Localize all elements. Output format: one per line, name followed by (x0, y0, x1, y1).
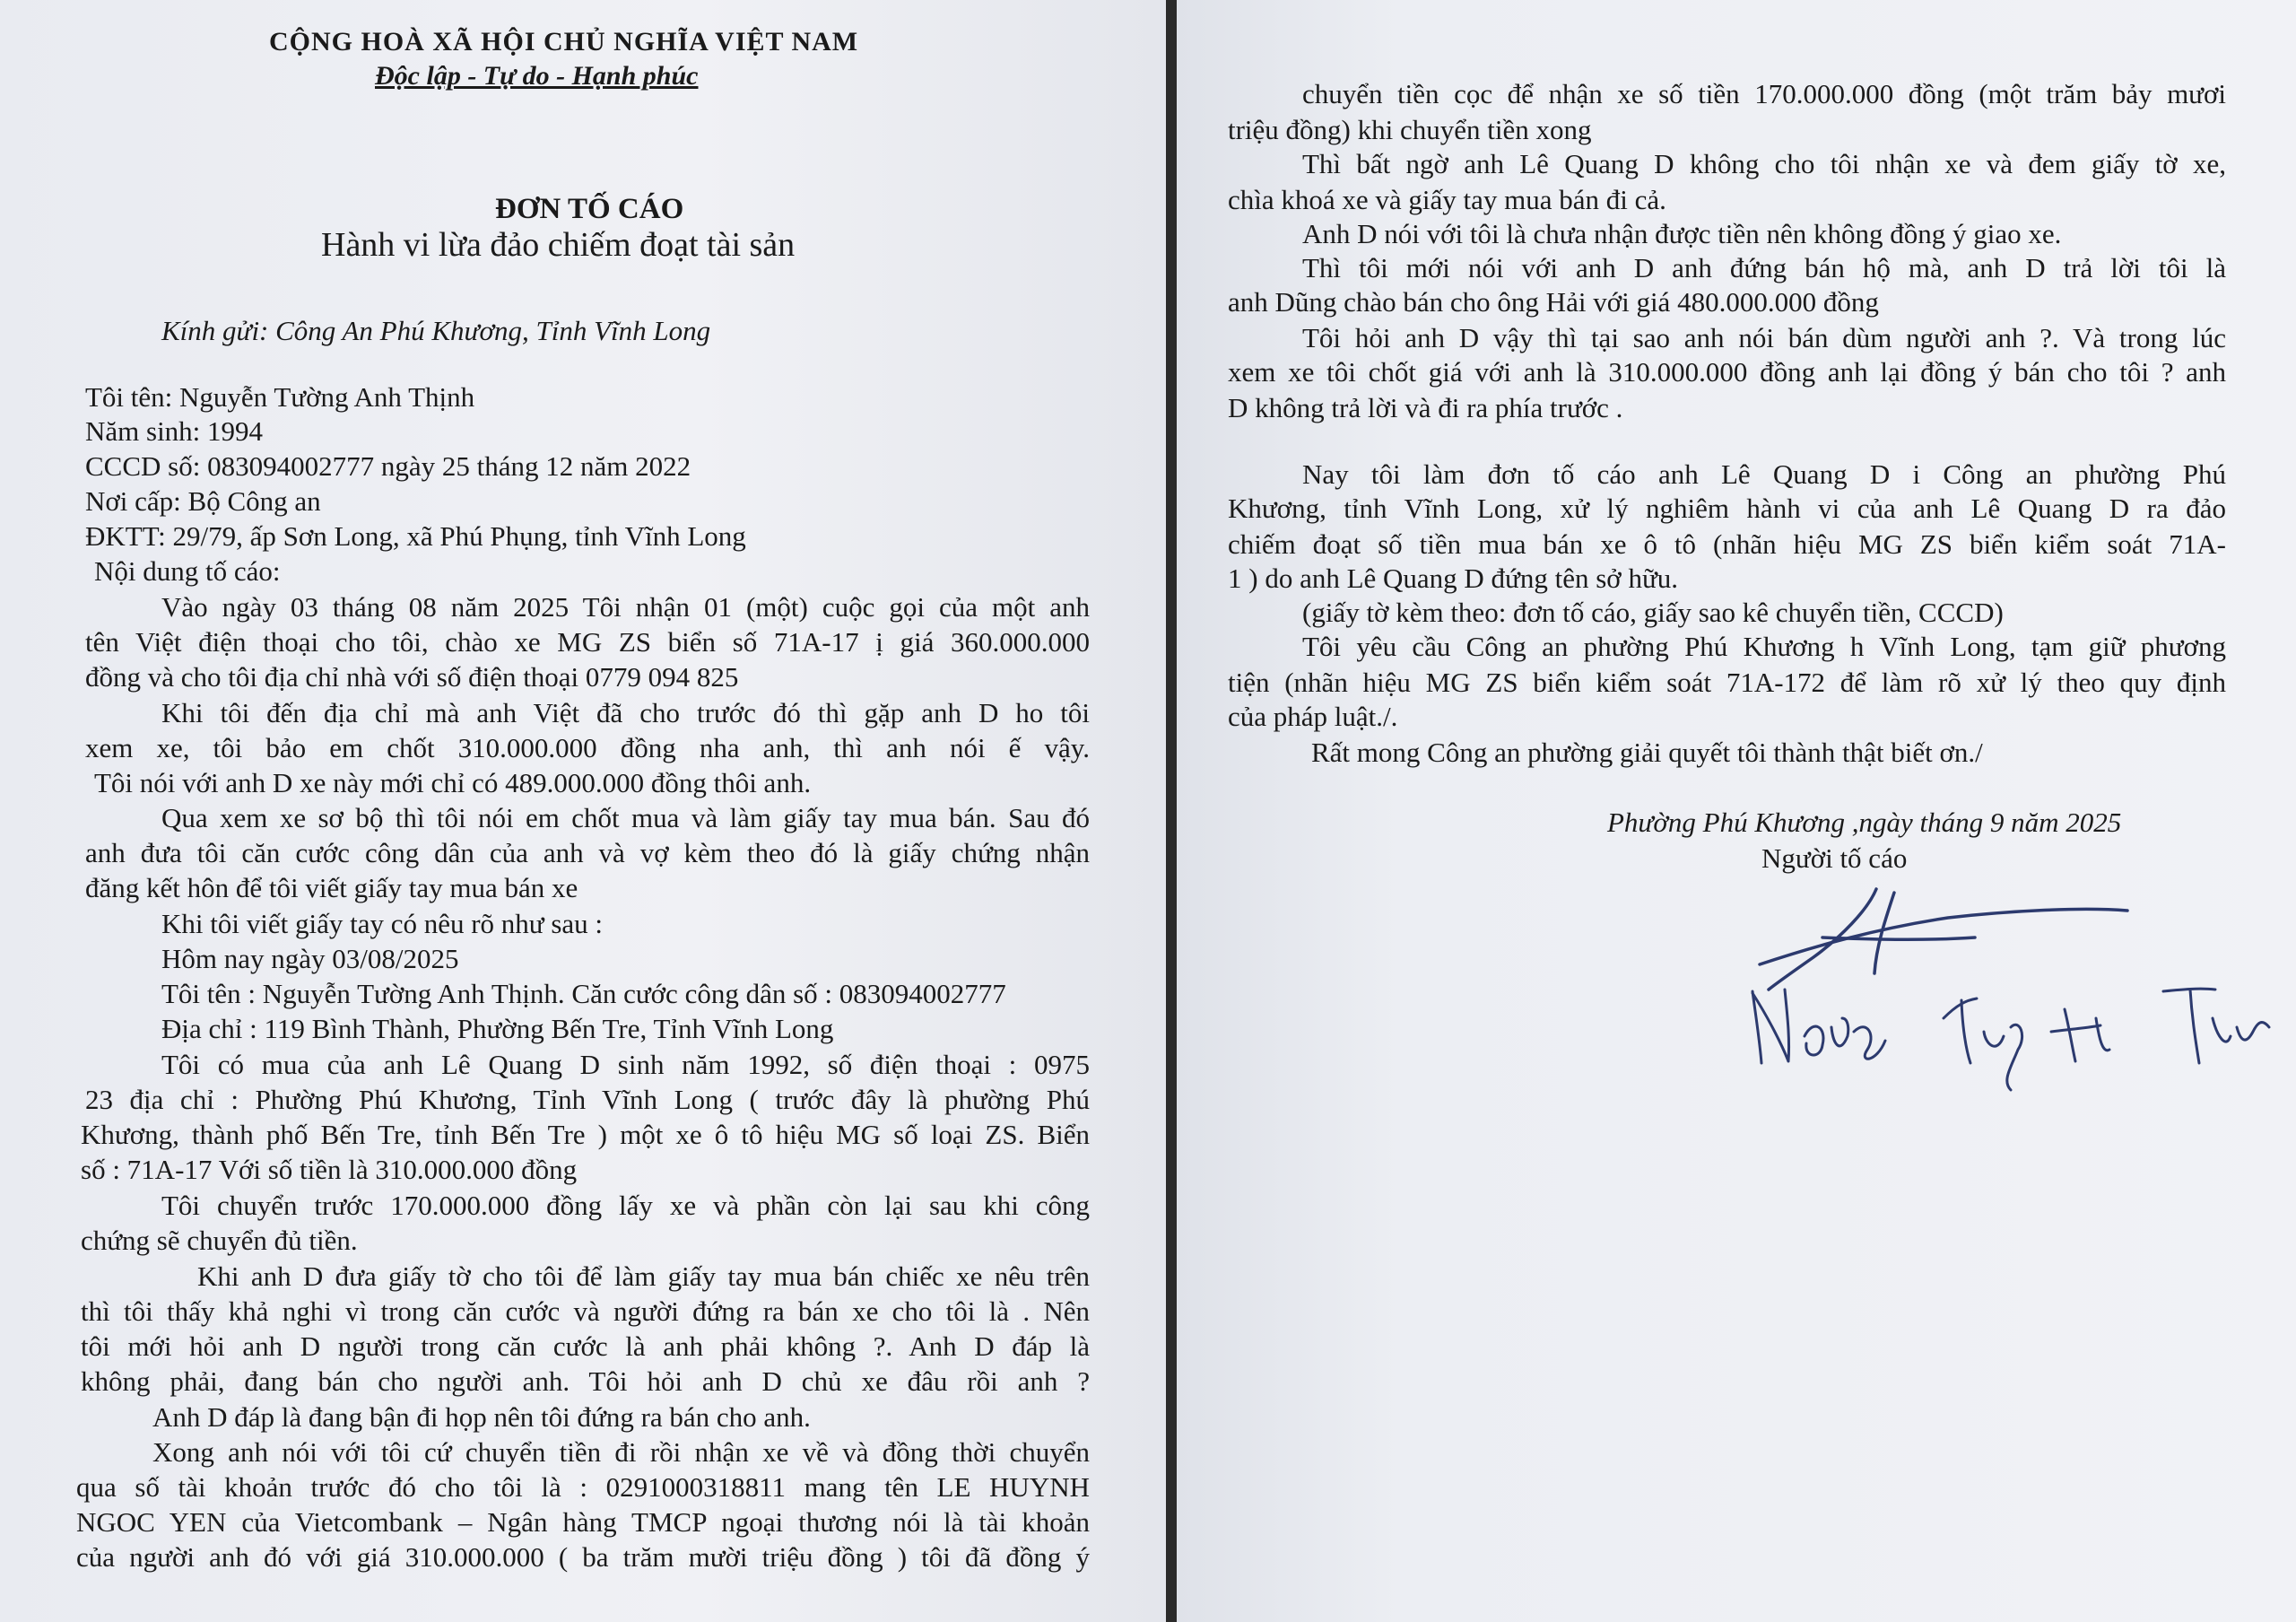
text-line: Nơi cấp: Bộ Công an (85, 485, 321, 517)
text-line: thì tôi thấy khả nghi vì trong căn cước và người đứng ra bán xe cho tôi là . Nên (81, 1295, 1090, 1327)
text-line: Tôi tên: Nguyễn Tường Anh Thịnh (85, 381, 475, 413)
text-line: NGOC YEN của Vietcombank – Ngân hàng TMCP ngoại thương nói là tài khoản (76, 1506, 1090, 1538)
text-line: tên Việt điện thoại cho tôi, chào xe MG ZS biển số 71A-17 ị giá 360.000.000 (85, 626, 1090, 658)
text-line: Tôi hỏi anh D vậy thì tại sao anh nói bán dùm người anh ?. Và trong lúc (1302, 322, 2226, 353)
document-title: ĐƠN TỐ CÁO (495, 193, 684, 225)
text-line: CCCD số: 083094002777 ngày 25 tháng 12 năm 2022 (85, 450, 691, 482)
text-line: ĐKTT: 29/79, ấp Sơn Long, xã Phú Phụng, tỉnh Vĩnh Long (85, 520, 746, 552)
text-line: đăng kết hôn để tôi viết giấy tay mua bán xe (85, 872, 578, 903)
text-line: qua số tài khoản trước đó cho tôi là : 0291000318811 mang tên LE HUYNH (76, 1471, 1090, 1503)
text-line: Thì tôi mới nói với anh D anh đứng bán hộ mà, anh D trả lời tôi là (1302, 252, 2226, 283)
text-line: anh Dũng chào bán cho ông Hải với giá 480.000.000 đồng (1228, 286, 1879, 318)
text-line: chuyển tiền cọc để nhận xe số tiền 170.000.000 đồng (một trăm bảy mươi (1302, 78, 2226, 109)
place-date: Phường Phú Khương ,ngày tháng 9 năm 2025 (1607, 807, 2122, 838)
text-line: không phải, đang bán cho người anh. Tôi hỏi anh D chủ xe đâu rồi anh ? (81, 1365, 1090, 1397)
text-line: Rất mong Công an phường giải quyết tôi thành thật biết ơn./ (1311, 737, 1983, 768)
text-line: Tôi chuyển trước 170.000.000 đồng lấy xe và phần còn lại sau khi công (161, 1190, 1090, 1221)
text-line: chứng sẽ chuyển đủ tiền. (81, 1225, 358, 1256)
text-line: Khương, tỉnh Vĩnh Long, xử lý nghiêm hành vi của anh Lê Quang D ra đảo (1228, 493, 2226, 524)
text-line: chìa khoá xe và giấy tay mua bán đi cả. (1228, 184, 1666, 215)
text-line: Khi tôi đến địa chỉ mà anh Việt đã cho trước đó thì gặp anh D ho tôi (161, 697, 1090, 728)
text-line: đồng và cho tôi địa chỉ nhà với số điện thoại 0779 094 825 (85, 661, 739, 693)
handwritten-signature (1742, 884, 2296, 1099)
text-line: xem xe, tôi bảo em chốt 310.000.000 đồng nha anh, thì anh nói ế vậy. (85, 732, 1090, 763)
text-line: số : 71A-17 Với số tiền là 310.000.000 đồng (81, 1154, 578, 1185)
text-line: Nay tôi làm đơn tố cáo anh Lê Quang D i Công an phường Phú (1302, 458, 2226, 490)
text-line: Tôi yêu cầu Công an phường Phú Khương h Vĩnh Long, tạm giữ phương (1302, 631, 2226, 662)
text-line: của người anh đó với giá 310.000.000 ( ba trăm mười triệu đồng ) tôi đã đồng ý (76, 1541, 1090, 1573)
text-line: Hôm nay ngày 03/08/2025 (161, 943, 459, 974)
document-subtitle: Hành vi lừa đảo chiếm đoạt tài sản (321, 226, 796, 264)
text-line: Thì bất ngờ anh Lê Quang D không cho tôi nhận xe và đem giấy tờ xe, (1302, 148, 2226, 179)
text-line: chiếm đoạt số tiền mua bán xe ô tô (nhãn hiệu MG ZS biển kiểm soát 71A- (1228, 528, 2226, 560)
text-line: Qua xem xe sơ bộ thì tôi nói em chốt mua và làm giấy tay mua bán. Sau đó (161, 802, 1090, 833)
text-line: Xong anh nói với tôi cứ chuyển tiền đi rồi nhận xe về và đồng thời chuyển (152, 1436, 1090, 1468)
motto-header: Độc lập - Tự do - Hạnh phúc (375, 61, 699, 91)
text-line: Địa chỉ : 119 Bình Thành, Phường Bến Tre, Tỉnh Vĩnh Long (161, 1013, 834, 1044)
text-line: D không trả lời và đi ra phía trước . (1228, 392, 1623, 423)
text-line: (giấy tờ kèm theo: đơn tố cáo, giấy sao kê chuyển tiền, CCCD) (1302, 597, 2004, 628)
text-line: tiện (nhãn hiệu MG ZS biển kiểm soát 71A-172 để làm rõ xử lý theo quy định (1228, 667, 2226, 698)
text-line: Khi tôi viết giấy tay có nêu rõ như sau : (161, 908, 604, 939)
text-line: triệu đồng) khi chuyển tiền xong (1228, 114, 1592, 145)
right-page (1177, 0, 2296, 1622)
text-line: anh đưa tôi căn cước công dân của anh và vợ kèm theo đó là giấy chứng nhận (85, 837, 1090, 868)
text-line: Nội dung tố cáo: (94, 555, 281, 587)
text-line: của pháp luật./. (1228, 701, 1398, 732)
text-line: Anh D nói với tôi là chưa nhận được tiền nên không đồng ý giao xe. (1302, 218, 2062, 249)
text-line: Khương, thành phố Bến Tre, tỉnh Bến Tre ) một xe ô tô hiệu MG số loại ZS. Biển (81, 1119, 1090, 1150)
text-line: Khi anh D đưa giấy tờ cho tôi để làm giấy tay mua bán chiếc xe nêu trên (197, 1260, 1090, 1292)
signer-label: Người tố cáo (1761, 842, 1908, 874)
country-header: CỘNG HOÀ XÃ HỘI CHỦ NGHĨA VIỆT NAM (269, 27, 859, 57)
text-line: Năm sinh: 1994 (85, 415, 264, 447)
text-line: Vào ngày 03 tháng 08 năm 2025 Tôi nhận 01 (một) cuộc gọi của một anh (161, 591, 1090, 623)
text-line: Tôi có mua của anh Lê Quang D sinh năm 1992, số điện thoại : 0975 (161, 1049, 1090, 1080)
text-line: 23 địa chỉ : Phường Phú Khương, Tỉnh Vĩnh Long ( trước đây là phường Phú (85, 1084, 1090, 1115)
text-line: Anh D đáp là đang bận đi họp nên tôi đứng ra bán cho anh. (152, 1401, 811, 1433)
text-line: tôi mới hỏi anh D người trong căn cước là anh phải không ?. Anh D đáp là (81, 1330, 1090, 1362)
text-line: xem xe tôi chốt giá với anh là 310.000.000 đồng anh lại đồng ý bán cho tôi ? anh (1228, 356, 2226, 388)
text-line: Tôi nói với anh D xe này mới chỉ có 489.000.000 đồng thôi anh. (94, 767, 812, 798)
recipient-line: Kính gửi: Công An Phú Khương, Tỉnh Vĩnh Long (161, 315, 711, 346)
text-line: 1 ) do anh Lê Quang D đứng tên sở hữu. (1228, 562, 1678, 594)
text-line: Tôi tên : Nguyễn Tường Anh Thịnh. Căn cước công dân số : 083094002777 (161, 978, 1006, 1009)
